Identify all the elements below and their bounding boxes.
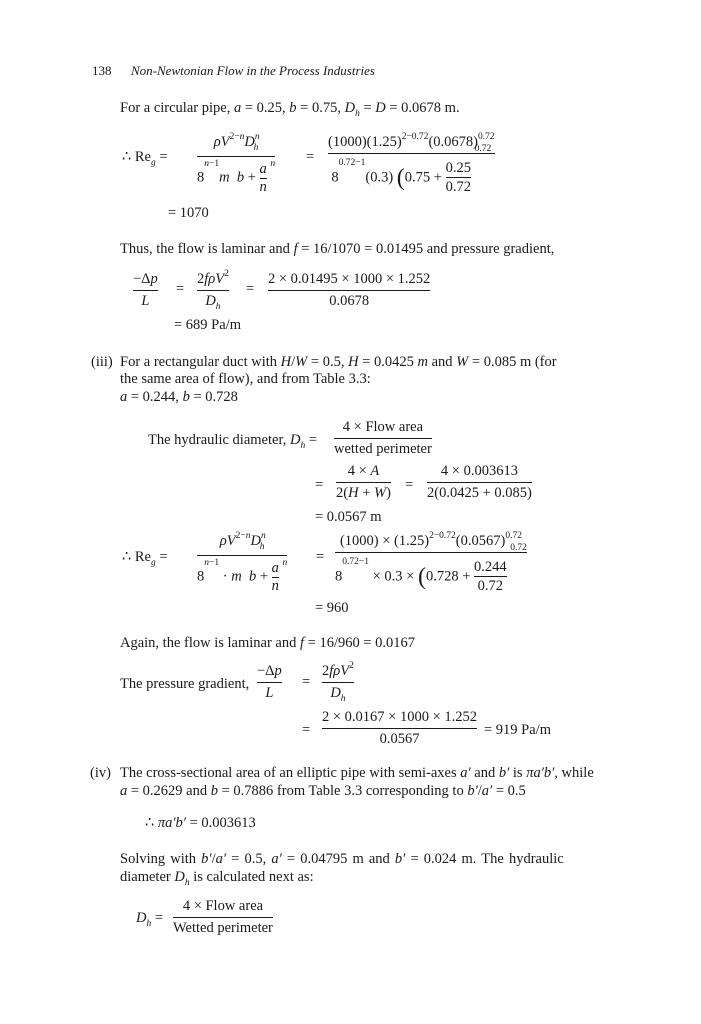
rect-re-result: = 960 [315,600,349,616]
circular-re-numeric-fraction: $(1000)(1.25)^{2-0.72}(0.0678)^{0.72}$ $8^{0.72-1}(0.3) (0.75$ + $\frac{0.25}{0.72}$ $^{0.72}$ [328,132,495,195]
rect-label: (iii) [91,354,113,370]
ellip-solving2: diameter $D_h$ is calculated next as: [120,869,314,888]
circular-re-symbolic-fraction: $\rho V^{2-n}D^n_h$ $8^{n-1}m$ b + $\frac{a}{n}$ $^n$ [197,132,276,195]
circular-dp-lhs: −Δp L [133,271,158,309]
circular-laminar-text: Thus, the flow is laminar and f = 16/1070 = 0.01495 and pressure gradient, [120,241,555,257]
rect-pg-numeric: 2 × 0.0167 × 1000 × 1.252 0.0567 [322,709,478,747]
rect-pg-result: = 919 Pa/m [484,722,551,738]
ellip-line2: a = 0.2629 and b = 0.7886 from Table 3.3 corresponding to b′/a′ = 0.5 [120,783,526,799]
rect-dh-fraction: 4 × Flow area wetted perimeter [334,419,432,457]
rect-line3: a = 0.244, b = 0.728 [120,389,238,405]
rect-pg-lhs: −Δp L [257,663,282,701]
circular-intro: For a circular pipe, a = 0.25, b = 0.75, $D_h = D = 0.0678$ m. [120,100,460,119]
ellip-area-eq: ∴ πa′b′ = 0.003613 [145,815,256,831]
rect-pg-label: The pressure gradient, [120,676,250,692]
rect-dh-label: The hydraulic diameter, $D_h$ = [148,432,317,451]
rect-dh-fraction2: 4 × A 2(H + W) [336,463,391,501]
rect-line2: the same area of flow), and from Table 3.3: [120,371,371,387]
rect-pg-mid: 2fρV$^2$ $D_h$ [322,661,354,704]
page-number: 138 [92,63,112,78]
rect-line1: For a rectangular duct with H/W = 0.5, H = 0.0425 m and W = 0.085 m (for [120,354,557,370]
rect-dh-result: = 0.0567 m [315,509,382,525]
ellip-dh-fraction: 4 × Flow area Wetted perimeter [173,898,273,936]
circular-re-label: ∴ $Re_g$ = [122,149,168,168]
circular-dp-numeric: 2 × 0.01495 × 1000 × 1.252 0.0678 [268,271,431,309]
rect-re-symbolic-fraction: $\rho V^{2-n}D^n_h$ $8^{n-1} \cdot m$ b + $\frac{a}{n}$ $^n$ [197,531,288,594]
circular-dp-mid: 2fρV$^2$ $D_h$ [197,269,229,312]
running-title: Non-Newtonian Flow in the Process Industries [131,63,375,78]
rect-re-numeric-fraction: $(1000) \times (1.25)^{2-0.72}(0.0567)^{0.72}$ $8^{0.72-1} \times 0.3 \times (0.728$ + $\frac{0.244}{0.72}$ $^{0.72}$ [335,531,527,594]
ellip-label: (iv) [90,765,111,781]
ellip-line1: The cross-sectional area of an elliptic pipe with semi-axes a′ and b′ is πa′b′, while [120,765,594,781]
ellip-dh-label: $D_h$ = [136,910,164,929]
rect-dh-fraction3: 4 × 0.003613 2(0.0425 + 0.085) [427,463,532,501]
rect-re-label: ∴ $Re_g$ = [122,549,168,568]
ellip-solving1: Solving with b′/a′ = 0.5, a′ = 0.04795 m and b′ = 0.024 m. The hydraulic [120,851,564,867]
circular-dp-result: = 689 Pa/m [174,317,241,333]
circular-re-result: = 1070 [168,205,209,221]
rect-laminar-text: Again, the flow is laminar and f = 16/960 = 0.0167 [120,635,416,651]
